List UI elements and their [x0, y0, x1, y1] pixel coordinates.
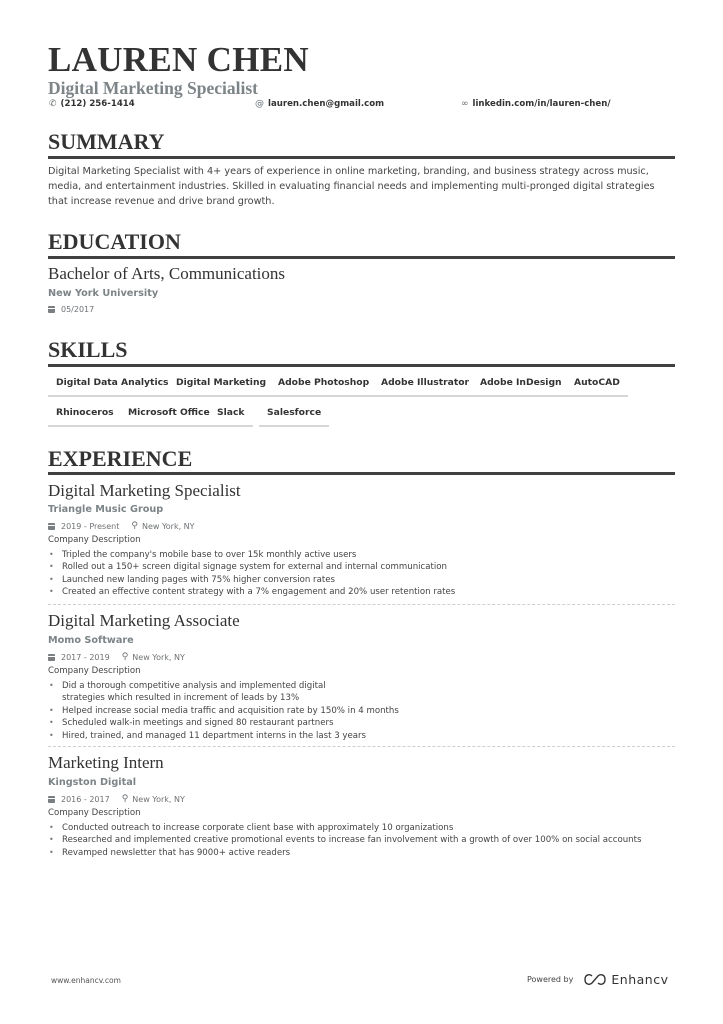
brand-name: Enhancv: [611, 972, 669, 987]
job-title: Digital Marketing Associate: [48, 611, 240, 630]
education-meta: [48, 305, 94, 314]
contact-row: [48, 99, 675, 113]
experience-divider: [48, 472, 675, 475]
job-company: Kingston Digital: [48, 777, 137, 788]
skill-tag: Adobe Photoshop: [270, 374, 377, 397]
contact-email[interactable]: [255, 99, 384, 109]
email-value: lauren.chen@gmail.com: [268, 99, 385, 109]
contact-phone[interactable]: [49, 99, 135, 109]
job-bullet: • Scheduled walk-in meetings and signed 80 restaurant partners: [48, 717, 622, 729]
link-icon: ∞: [461, 99, 469, 109]
linkedin-value: linkedin.com/in/lauren-chen/: [472, 99, 611, 109]
job-location: New York, NY: [132, 794, 185, 804]
job-bullet: • Revamped newsletter that has 9000+ active readers: [48, 847, 675, 859]
location-pin-icon: ⚲: [131, 521, 138, 531]
job-dates: 2016 - 2017: [61, 794, 110, 804]
calendar-icon: [48, 306, 55, 313]
job-dates: 2017 - 2019: [61, 652, 110, 662]
job-location: New York, NY: [132, 652, 185, 662]
job-bullet: • Created an effective content strategy with a 7% engagement and 20% user retention rates: [48, 586, 455, 598]
job-bullet: • Helped increase social media traffic and acquisition rate by 150% in 4 months: [48, 705, 622, 717]
calendar-icon: [48, 654, 55, 661]
skill-tag: Microsoft Office: [120, 404, 218, 427]
job-title: Marketing Intern: [48, 753, 164, 772]
job-company: Triangle Music Group: [48, 504, 164, 515]
summary-divider: [48, 156, 675, 159]
job-dates: 2019 - Present: [61, 521, 120, 531]
job-meta: [48, 794, 185, 804]
job-location: New York, NY: [141, 521, 195, 531]
job-bullet: • Did a thorough competitive analysis and implemented digital strategies which resulted in increment of leads by 13%: [48, 680, 348, 705]
footer-powered-by[interactable]: [527, 972, 668, 987]
skill-tag: Adobe InDesign: [472, 374, 570, 397]
calendar-icon: [48, 523, 55, 530]
contact-linkedin[interactable]: [461, 99, 611, 109]
education-degree: Bachelor of Arts, Communications: [48, 264, 286, 283]
summary-text: Digital Marketing Specialist with 4+ years of experience in online marketing, branding, and business strategy across music, media, and entertainment industries. Skilled in evaluating financial needs and implementing multi-pronged digital strategies that increase revenue and drive brand growth.: [48, 166, 655, 207]
job-bullet: • Launched new landing pages with 75% higher conversion rates: [48, 574, 455, 586]
skill-tag: Digital Data Analytics: [48, 374, 177, 397]
experience-heading: EXPERIENCE: [48, 446, 193, 471]
calendar-icon: [48, 796, 55, 803]
job-meta: [48, 521, 195, 531]
job-description: Company Description: [48, 535, 141, 545]
footer-website-link[interactable]: www.enhancv.com: [51, 976, 121, 985]
candidate-name: LAUREN CHEN: [48, 40, 309, 79]
job-separator: [48, 604, 675, 605]
job-title: Digital Marketing Specialist: [48, 481, 241, 500]
job-bullet: • Researched and implemented creative promotional events to increase fan involvement with a growth of over 100% on social accounts: [48, 834, 675, 846]
job-bullets: [48, 549, 455, 599]
education-school: New York University: [48, 288, 159, 299]
education-date: 05/2017: [61, 305, 95, 314]
location-pin-icon: ⚲: [121, 794, 129, 804]
job-bullet: • Conducted outreach to increase corporate client base with approximately 10 organizations: [48, 822, 675, 834]
skill-tag: Adobe Illustrator: [373, 374, 477, 397]
skill-tag: Digital Marketing: [168, 374, 274, 397]
job-separator: [48, 746, 675, 747]
job-meta: [48, 652, 185, 662]
phone-icon: ✆: [49, 99, 57, 109]
skill-tag: Rhinoceros: [48, 404, 122, 427]
enhancv-logo-icon: [583, 973, 607, 986]
education-heading: EDUCATION: [48, 229, 181, 254]
skills-divider: [48, 364, 675, 367]
job-description: Company Description: [48, 666, 141, 676]
candidate-headline: Digital Marketing Specialist: [48, 78, 258, 98]
powered-by-label: Powered by: [527, 975, 574, 984]
skill-tag: Slack: [209, 404, 253, 427]
location-pin-icon: ⚲: [121, 652, 129, 662]
job-company: Momo Software: [48, 635, 134, 646]
skill-tag: AutoCAD: [566, 374, 628, 397]
job-bullet: • Tripled the company's mobile base to over 15k monthly active users: [48, 549, 455, 561]
at-icon: @: [255, 99, 264, 109]
job-bullet: • Rolled out a 150+ screen digital signage system for external and internal communication: [48, 561, 455, 573]
job-bullets: [48, 680, 399, 742]
skills-heading: SKILLS: [48, 337, 128, 362]
education-divider: [48, 256, 675, 259]
summary-heading: SUMMARY: [48, 129, 165, 154]
skill-tag: Salesforce: [259, 404, 329, 427]
job-bullets: [48, 822, 675, 859]
phone-value: (212) 256-1414: [60, 99, 135, 109]
enhancv-logo: [583, 972, 668, 987]
job-bullet: • Hired, trained, and managed 11 department interns in the last 3 years: [48, 730, 622, 742]
job-description: Company Description: [48, 808, 141, 818]
